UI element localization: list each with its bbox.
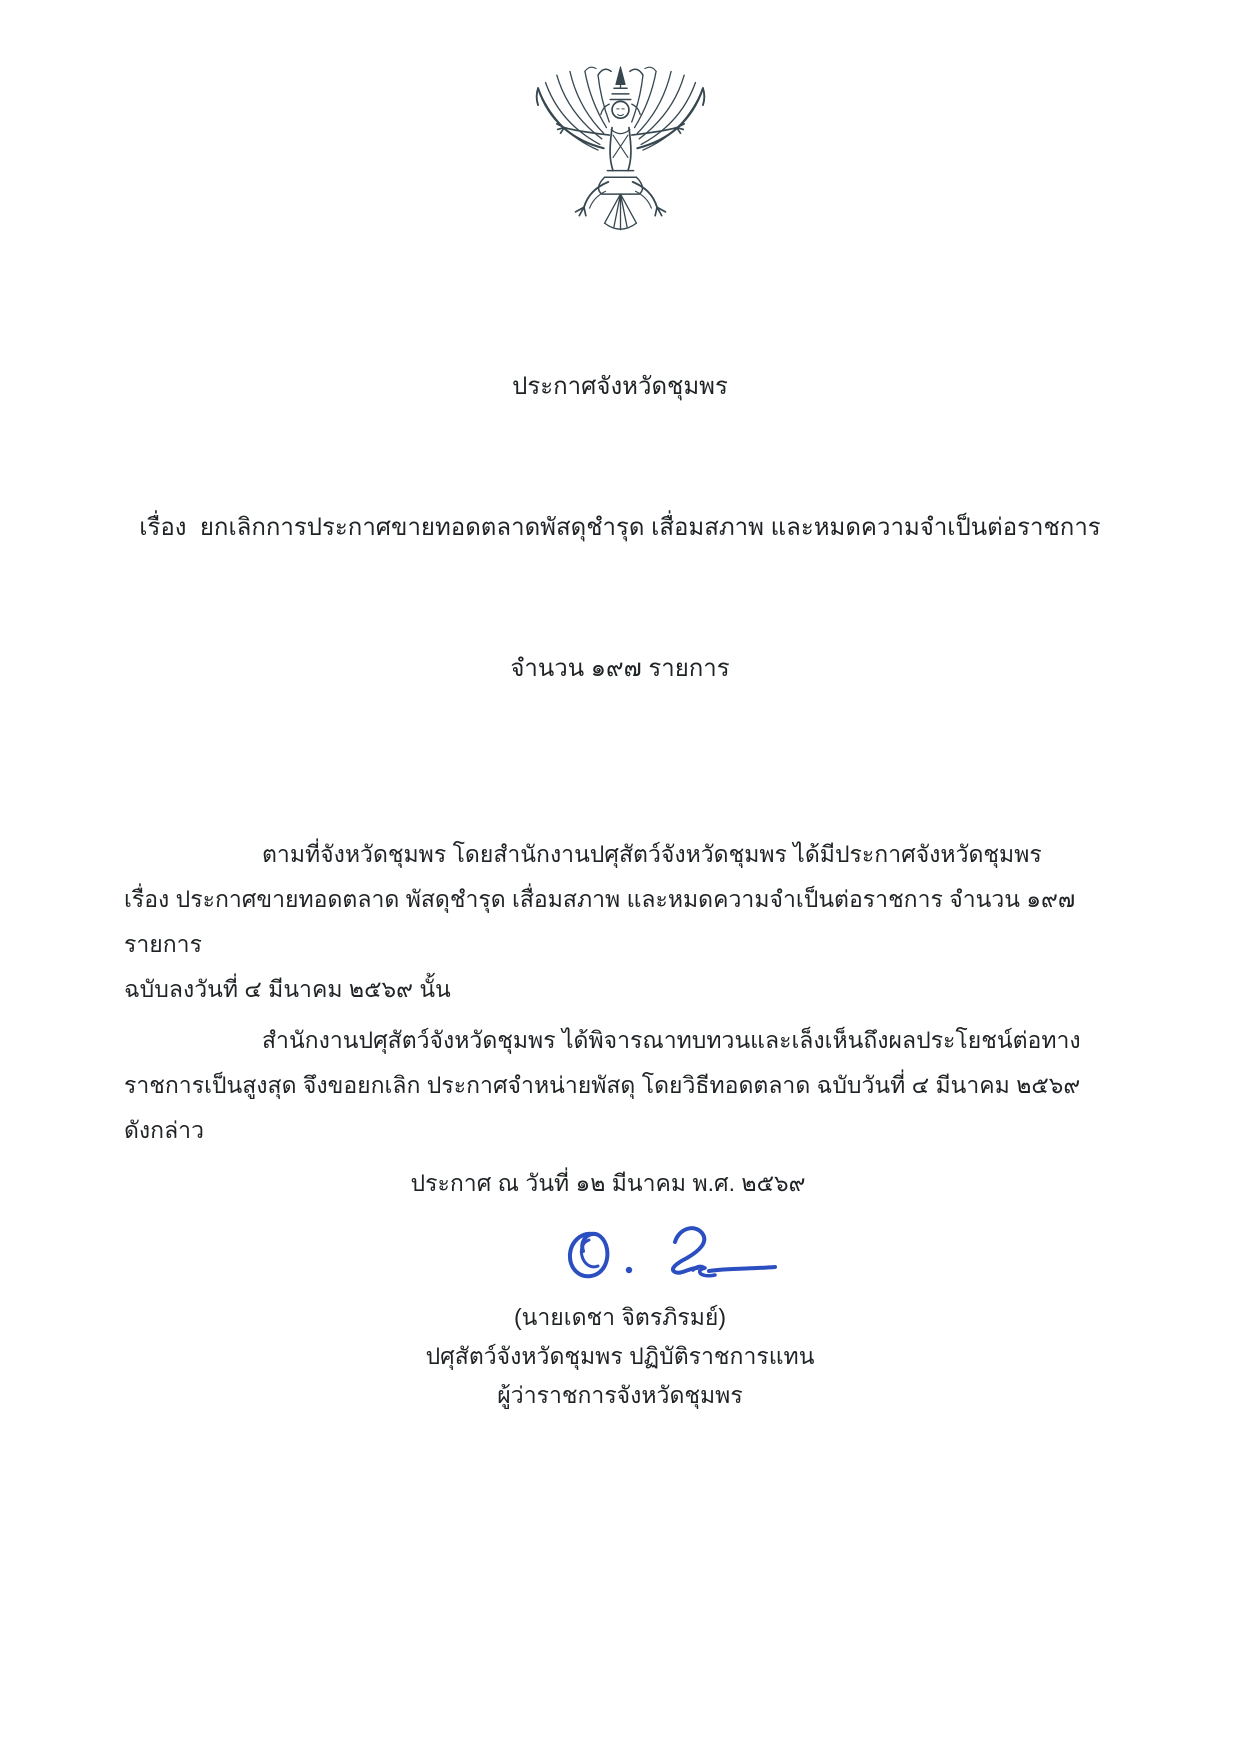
document-title: ประกาศจังหวัดชุมพร bbox=[512, 373, 728, 400]
garuda-emblem-icon bbox=[508, 62, 733, 240]
paragraph-2-line-3: ดังกล่าว bbox=[124, 1117, 205, 1143]
document-quantity: จำนวน ๑๙๗ รายการ bbox=[510, 655, 730, 682]
paragraph-1 bbox=[124, 832, 1116, 1012]
paragraph-1-line-1: ตามที่จังหวัดชุมพร โดยสำนักงานปศุสัตว์จังหวัดชุมพร ได้มีประกาศจังหวัดชุมพร bbox=[262, 841, 1042, 867]
paragraph-2 bbox=[124, 1018, 1116, 1153]
paragraph-2-line-1: สำนักงานปศุสัตว์จังหวัดชุมพร ได้พิจารณาทบทวนและเล็งเห็นถึงผลประโยชน์ต่อทาง bbox=[262, 1027, 1081, 1053]
signer-block bbox=[0, 1298, 1240, 1415]
document-header bbox=[0, 269, 1240, 786]
signer-name: (นายเดชา จิตรภิรมย์) bbox=[513, 1304, 727, 1330]
paragraph-1-line-2: เรื่อง ประกาศขายทอดตลาด พัสดุชำรุด เสื่อมสภาพ และหมดความจำเป็นต่อราชการ จำนวน ๑๙๗ รายการ bbox=[124, 886, 1082, 957]
document-body bbox=[124, 832, 1116, 1153]
emblem-container bbox=[0, 0, 1240, 245]
signature-container bbox=[0, 1216, 1240, 1290]
document-subject: เรื่อง ยกเลิกการประกาศขายทอดตลาดพัสดุชำรุด เสื่อมสภาพ และหมดความจำเป็นต่อราชการ bbox=[139, 514, 1101, 541]
handwritten-signature bbox=[557, 1218, 787, 1290]
paragraph-2-line-2: ราชการเป็นสูงสุด จึงขอยกเลิก ประกาศจำหน่ายพัสดุ โดยวิธีทอดตลาด ฉบับวันที่ ๔ มีนาคม ๒๕๖๙ bbox=[124, 1072, 1081, 1098]
signer-position-2: ผู้ว่าราชการจังหวัดชุมพร bbox=[497, 1382, 743, 1408]
paragraph-1-line-3: ฉบับลงวันที่ ๔ มีนาคม ๒๕๖๙ นั้น bbox=[124, 976, 451, 1002]
signer-position-1: ปศุสัตว์จังหวัดชุมพร ปฏิบัติราชการแทน bbox=[425, 1343, 815, 1369]
announcement-date: ประกาศ ณ วันที่ ๑๒ มีนาคม พ.ศ. ๒๕๖๙ bbox=[410, 1170, 806, 1196]
